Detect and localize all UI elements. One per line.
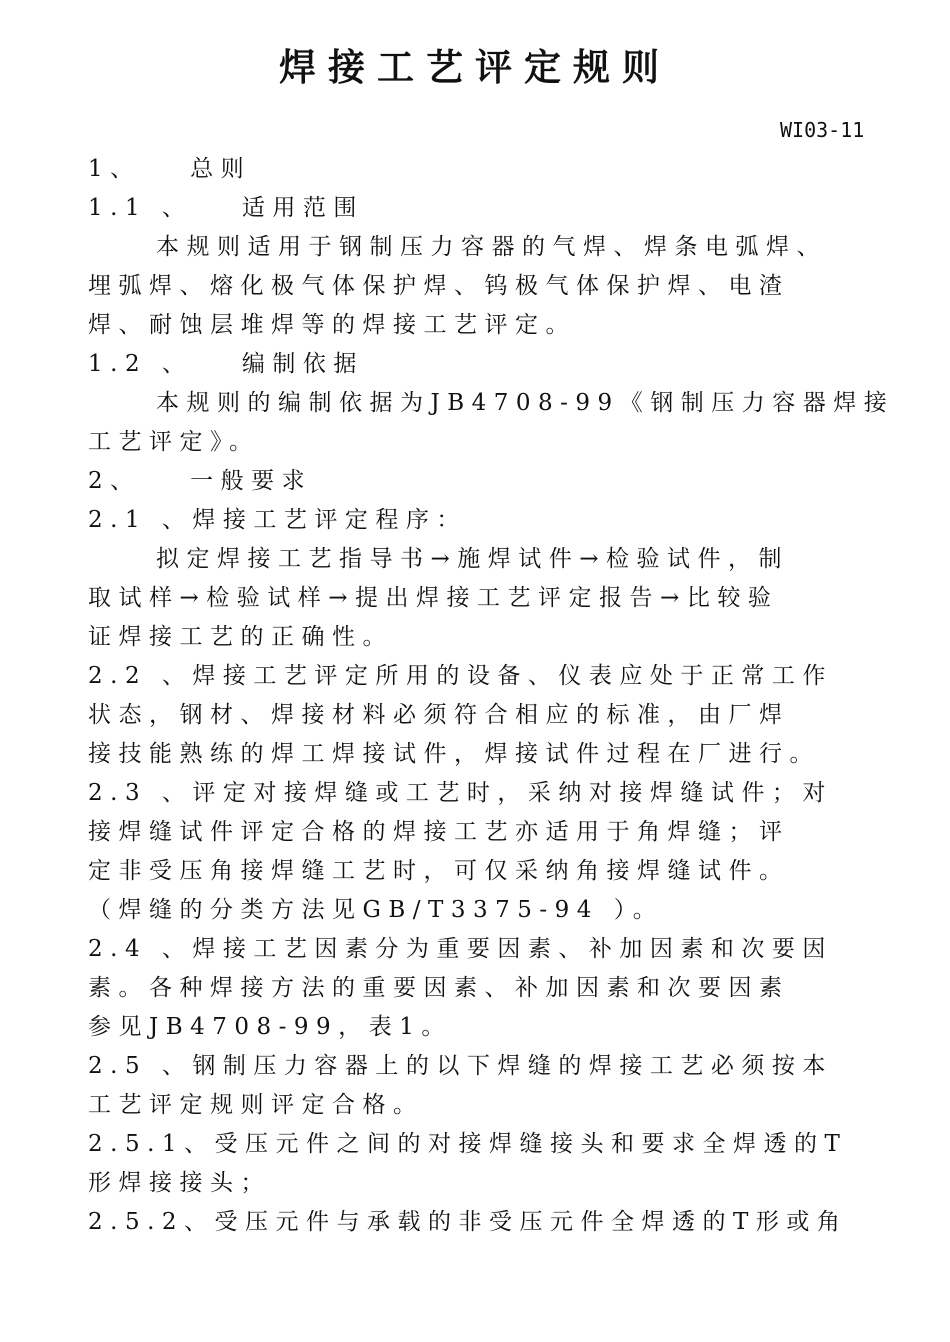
clause-line: 2.4 、焊接工艺因素分为重要因素、补加因素和次要因 [88, 936, 833, 962]
document-title: 焊接工艺评定规则 [279, 46, 671, 89]
paragraph-line: 定非受压角接焊缝工艺时，可仅采纳角接焊缝试件。 [88, 858, 790, 884]
document-body [88, 150, 895, 1242]
clause-line: 2.5.2、受压元件与承载的非受压元件全焊透的T形或角 [88, 1209, 848, 1235]
clause-line: 2.2 、焊接工艺评定所用的设备、仪表应处于正常工作 [88, 663, 833, 689]
heading-basis: 1.2 、 编制依据 [88, 351, 364, 377]
document-number: WI03-11 [780, 118, 865, 142]
paragraph-line: 素。各种焊接方法的重要因素、补加因素和次要因素 [88, 975, 790, 1001]
paragraph-line: 证焊接工艺的正确性。 [88, 624, 393, 650]
paragraph-line: 接技能熟练的焊工焊接试件，焊接试件过程在厂进行。 [88, 741, 820, 767]
heading-general-requirements: 2、 一般要求 [88, 468, 313, 494]
paragraph-line: 状态，钢材、焊接材料必须符合相应的标准，由厂焊 [88, 702, 790, 728]
paragraph-line: 参见JB4708-99，表1。 [88, 1014, 452, 1040]
heading-general: 1、 总则 [88, 156, 252, 182]
heading-scope: 1.1 、 适用范围 [88, 195, 364, 221]
paragraph-line: 拟定焊接工艺指导书→施焊试件→检验试件，制 [156, 546, 790, 572]
clause-line: 2.1 、焊接工艺评定程序： [88, 507, 467, 533]
clause-line: 2.5 、钢制压力容器上的以下焊缝的焊接工艺必须按本 [88, 1053, 833, 1079]
paragraph-line: 本规则的编制依据为JB4708-99《钢制压力容器焊接 [156, 390, 895, 416]
paragraph-line: 工艺评定》。 [88, 429, 260, 455]
paragraph-line: 埋弧焊、熔化极气体保护焊、钨极气体保护焊、电渣 [88, 273, 790, 299]
paragraph-line: 接焊缝试件评定合格的焊接工艺亦适用于角焊缝；评 [88, 819, 790, 845]
paragraph-line: （焊缝的分类方法见GB/T3375-94 ）。 [88, 897, 664, 923]
paragraph-line: 取试样→检验试样→提出焊接工艺评定报告→比较验 [88, 585, 779, 611]
clause-line: 2.5.1、受压元件之间的对接焊缝接头和要求全焊透的T [88, 1131, 848, 1157]
paragraph-line: 工艺评定规则评定合格。 [88, 1092, 424, 1118]
paragraph-line: 形焊接接头； [88, 1170, 271, 1196]
paragraph-line: 本规则适用于钢制压力容器的气焊、焊条电弧焊、 [156, 234, 827, 260]
clause-line: 2.3 、评定对接焊缝或工艺时，采纳对接焊缝试件；对 [88, 780, 833, 806]
paragraph-line: 焊、耐蚀层堆焊等的焊接工艺评定。 [88, 312, 576, 338]
